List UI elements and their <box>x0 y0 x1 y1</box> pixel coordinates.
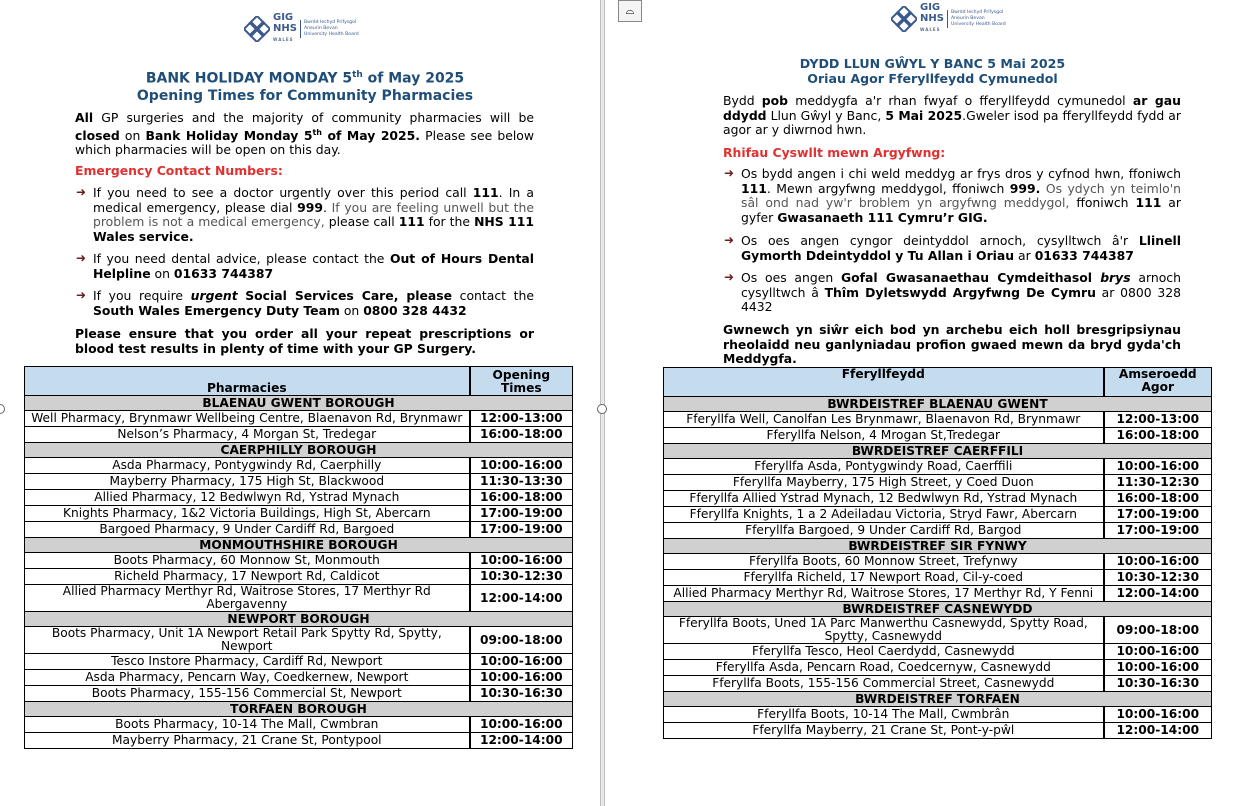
opening-time: 10:00-16:00 <box>470 654 573 670</box>
emergency-heading: Emergency Contact Numbers: <box>75 163 283 178</box>
table-row <box>25 427 573 443</box>
table-row <box>25 569 573 585</box>
pharmacy-name: Fferyllfa Mayberry, 175 High Street, y Coed Duon <box>664 475 1104 491</box>
pharmacy-name: Knights Pharmacy, 1&2 Victoria Buildings, High St, Abercarn <box>25 506 470 522</box>
resize-handle[interactable] <box>597 404 607 414</box>
pharmacy-name: Fferyllfa Bargoed, 9 Under Cardiff Rd, Bargod <box>664 523 1104 539</box>
pharmacy-name: Fferyllfa Nelson, 4 Mrogan St,Tredegar <box>664 428 1104 444</box>
opening-time: 17:00-19:00 <box>1104 507 1212 523</box>
welsh-page <box>604 0 1259 806</box>
opening-time: 16:00-18:00 <box>1104 428 1212 444</box>
pharmacy-name: Fferyllfa Richeld, 17 Newport Road, Cil-y-coed <box>664 570 1104 586</box>
nhs-logo <box>891 2 1006 35</box>
pharmacy-name: Fferyllfa Knights, 1 a 2 Adeiladau Victoria, Stryd Fawr, Abercarn <box>664 507 1104 523</box>
bullet-doctor: ➜ If you need to see a doctor urgently over this period call 111. In a medical emergency, please dial 999. If you are feeling unwell but the problem is not a medical emergency, please call 111 for the NHS 111 Wales service. <box>76 185 535 244</box>
table-row <box>25 411 573 427</box>
pharmacy-name: Boots Pharmacy, 155-156 Commercial St, Newport <box>25 686 470 702</box>
pharmacy-table <box>24 366 573 749</box>
opening-time: 10:00-16:00 <box>470 458 573 474</box>
opening-time: 12:00-14:00 <box>1104 723 1212 739</box>
opening-time: 10:30-12:30 <box>470 569 573 585</box>
table-row <box>664 428 1212 444</box>
section-heading: CAERPHILLY BOROUGH <box>25 443 573 458</box>
section-heading: BWRDEISTREF BLAENAU GWENT <box>664 397 1212 412</box>
table-row <box>664 491 1212 507</box>
opening-time: 10:00-16:00 <box>470 670 573 686</box>
pharmacy-name: Boots Pharmacy, 60 Monnow St, Monmouth <box>25 553 470 569</box>
section-row <box>664 444 1212 459</box>
table-row <box>25 717 573 733</box>
table-row <box>664 507 1212 523</box>
pharmacy-name: Tesco Instore Pharmacy, Cardiff Rd, Newport <box>25 654 470 670</box>
reminder: Please ensure that you order all your repeat prescriptions or blood test results in plenty of time with your GP Surgery. <box>75 326 534 356</box>
opening-time: 16:00-18:00 <box>470 427 573 443</box>
arrow-bullet-icon: ➜ <box>724 270 735 284</box>
pharmacy-name: Fferyllfa Mayberry, 21 Crane St, Pont-y-pŵl <box>664 723 1104 739</box>
emergency-heading: Rhifau Cyswllt mewn Argyfwng: <box>723 145 946 160</box>
table-row <box>25 522 573 538</box>
table-row <box>664 586 1212 602</box>
title-line2: Opening Times for Community Pharmacies <box>136 87 474 104</box>
opening-time: 16:00-18:00 <box>1104 491 1212 507</box>
table-row <box>25 474 573 490</box>
image-tool-button[interactable] <box>618 0 642 22</box>
opening-time: 11:30-12:30 <box>1104 475 1212 491</box>
pharmacy-name: Nelson’s Pharmacy, 4 Morgan St, Tredegar <box>25 427 470 443</box>
table-row <box>664 475 1212 491</box>
opening-time: 10:30-16:30 <box>1104 676 1212 692</box>
table-row <box>25 627 573 654</box>
table-row <box>664 707 1212 723</box>
pharmacy-name: Fferyllfa Asda, Pontygwindy Road, Caerffili <box>664 459 1104 475</box>
pharmacy-name: Fferyllfa Boots, 60 Monnow Street, Trefynwy <box>664 554 1104 570</box>
col-header-pharmacies: Pharmacies <box>25 367 470 396</box>
col-header-times: Opening Times <box>470 367 573 396</box>
table-row <box>664 644 1212 660</box>
logo-gig: GIG <box>273 12 294 23</box>
title-line1: DYDD LLUN GŴYL Y BANC 5 Mai 2025 <box>799 56 1066 71</box>
opening-time: 09:00-18:00 <box>470 627 573 654</box>
section-heading: MONMOUTHSHIRE BOROUGH <box>25 538 573 553</box>
section-row <box>664 602 1212 617</box>
pharmacy-name: Allied Pharmacy Merthyr Rd, Waitrose Stores, 17 Merthyr Rd, Y Fenni <box>664 586 1104 602</box>
intro-paragraph: Bydd pob meddygfa a'r rhan fwyaf o fferyllfeydd cymunedol ar gau ddydd Llun Gŵyl y Banc, 5 Mai 2025.Gweler isod pa fferyllfeydd fydd ar agor ar y diwrnod hwn. <box>723 93 1181 137</box>
pharmacy-name: Fferyllfa Boots, Uned 1A Parc Manwerthu Casnewydd, Spytty Road, Spytty, Casnewydd <box>664 617 1104 644</box>
opening-time: 12:00-14:00 <box>470 585 573 612</box>
table-row <box>664 676 1212 692</box>
image-tool-icon: ⌓ <box>625 4 635 17</box>
opening-time: 10:00-16:00 <box>1104 644 1212 660</box>
section-row <box>25 612 573 627</box>
reminder: Gwnewch yn siŵr eich bod yn archebu eich holl bresgripsiynau rheolaidd neu ganlyniadau profion gwaed mewn da bryd gyda'ch Meddygfa. <box>723 322 1181 366</box>
opening-time: 10:00-16:00 <box>1104 707 1212 723</box>
opening-time: 17:00-19:00 <box>470 522 573 538</box>
pharmacy-name: Fferyllfa Asda, Pencarn Road, Coedcernyw, Casnewydd <box>664 660 1104 676</box>
table-row <box>664 412 1212 428</box>
section-row <box>25 702 573 717</box>
table-row <box>664 523 1212 539</box>
section-row <box>664 539 1212 554</box>
opening-time: 12:00-13:00 <box>470 411 573 427</box>
celtic-knot-icon <box>244 16 270 42</box>
logo-nhs: NHS <box>273 23 297 34</box>
page-title <box>705 56 1160 86</box>
english-page <box>0 0 601 806</box>
title-line1: BANK HOLIDAY MONDAY 5th of May 2025 <box>145 70 465 87</box>
table-row <box>25 553 573 569</box>
celtic-knot-icon <box>891 6 917 32</box>
section-heading: BLAENAU GWENT BOROUGH <box>25 396 573 411</box>
opening-time: 17:00-19:00 <box>1104 523 1212 539</box>
section-heading: BWRDEISTREF CASNEWYDD <box>664 602 1212 617</box>
opening-time: 10:30-16:30 <box>470 686 573 702</box>
table-row <box>664 570 1212 586</box>
pharmacy-name: Allied Pharmacy, 12 Bedwlwyn Rd, Ystrad Mynach <box>25 490 470 506</box>
section-heading: TORFAEN BOROUGH <box>25 702 573 717</box>
pharmacy-name: Well Pharmacy, Brynmawr Wellbeing Centre, Blaenavon Rd, Brynmawr <box>25 411 470 427</box>
pharmacy-name: Boots Pharmacy, Unit 1A Newport Retail Park Spytty Rd, Spytty, Newport <box>25 627 470 654</box>
opening-time: 10:00-16:00 <box>1104 554 1212 570</box>
arrow-bullet-icon: ➜ <box>724 233 735 247</box>
intro-paragraph: All GP surgeries and the majority of community pharmacies will be closed on Bank Holiday Monday 5th of May 2025. Please see below which pharmacies will be open on this day. <box>75 110 535 158</box>
opening-time: 12:00-14:00 <box>1104 586 1212 602</box>
opening-time: 17:00-19:00 <box>470 506 573 522</box>
table-row <box>664 554 1212 570</box>
pharmacy-name: Allied Pharmacy Merthyr Rd, Waitrose Stores, 17 Merthyr Rd Abergavenny <box>25 585 470 612</box>
opening-time: 12:00-14:00 <box>470 733 573 749</box>
opening-time: 10:30-12:30 <box>1104 570 1212 586</box>
nhs-logo <box>244 12 359 45</box>
table-row <box>664 617 1212 644</box>
pharmacy-name: Bargoed Pharmacy, 9 Under Cardiff Rd, Bargoed <box>25 522 470 538</box>
pharmacy-name: Fferyllfa Well, Canolfan Les Brynmawr, Blaenavon Rd, Brynmawr <box>664 412 1104 428</box>
arrow-bullet-icon: ➜ <box>724 166 735 180</box>
logo-wales: WALES <box>920 27 941 32</box>
section-heading: BWRDEISTREF TORFAEN <box>664 692 1212 707</box>
table-row <box>25 490 573 506</box>
table-row <box>664 459 1212 475</box>
table-row <box>25 506 573 522</box>
logo-gig: GIG <box>920 2 941 13</box>
table-row <box>25 670 573 686</box>
pharmacy-name: Asda Pharmacy, Pencarn Way, Coedkernew, Newport <box>25 670 470 686</box>
section-row <box>664 692 1212 707</box>
opening-time: 10:00-16:00 <box>470 717 573 733</box>
logo-wales: WALES <box>273 37 294 42</box>
arrow-bullet-icon: ➜ <box>76 185 87 199</box>
page-title <box>60 67 550 105</box>
bullet-dental: ➜ If you need dental advice, please contact the Out of Hours Dental Helpline on 01633 744387 <box>76 251 535 281</box>
pharmacy-name: Mayberry Pharmacy, 175 High St, Blackwood <box>25 474 470 490</box>
pharmacy-table <box>663 367 1212 739</box>
section-heading: BWRDEISTREF CAERFFILI <box>664 444 1212 459</box>
section-row <box>25 443 573 458</box>
table-row <box>25 585 573 612</box>
table-row <box>664 660 1212 676</box>
table-row <box>25 654 573 670</box>
opening-time: 10:00-16:00 <box>1104 459 1212 475</box>
pharmacy-name: Fferyllfa Allied Ystrad Mynach, 12 Bedwlwyn Rd, Ystrad Mynach <box>664 491 1104 507</box>
pharmacy-name: Fferyllfa Tesco, Heol Caerdydd, Casnewydd <box>664 644 1104 660</box>
section-heading: NEWPORT BOROUGH <box>25 612 573 627</box>
arrow-bullet-icon: ➜ <box>76 288 87 302</box>
bullet-dental: ➜ Os oes angen cyngor deintyddol arnoch, cysylltwch â'r Llinell Gymorth Ddeintyddol y Tu Allan i Oriau ar 01633 744387 <box>724 233 1181 263</box>
opening-time: 09:00-18:00 <box>1104 617 1212 644</box>
table-row <box>664 723 1212 739</box>
section-row <box>25 538 573 553</box>
title-line2: Oriau Agor Fferyllfeydd Cymunedol <box>807 71 1058 86</box>
pharmacy-name: Fferyllfa Boots, 155-156 Commercial Street, Casnewydd <box>664 676 1104 692</box>
pharmacy-name: Boots Pharmacy, 10-14 The Mall, Cwmbran <box>25 717 470 733</box>
col-header-pharmacies: Fferyllfeydd <box>664 368 1104 397</box>
table-row <box>25 686 573 702</box>
bullet-social: ➜ Os oes angen Gofal Gwasanaethau Cymdeithasol brys arnoch cysylltwch â Thîm Dyletswydd Argyfwng De Cymru ar 0800 328 4432 <box>724 270 1182 314</box>
section-row <box>25 396 573 411</box>
opening-time: 11:30-13:30 <box>470 474 573 490</box>
pharmacy-name: Richeld Pharmacy, 17 Newport Rd, Caldicot <box>25 569 470 585</box>
table-row <box>25 733 573 749</box>
col-header-times: Amseroedd Agor <box>1104 368 1212 397</box>
opening-time: 10:00-16:00 <box>470 553 573 569</box>
arrow-bullet-icon: ➜ <box>76 251 87 265</box>
logo-org: Bwrdd Iechyd Prifysgol Aneurin Bevan University Health Board <box>300 20 359 38</box>
opening-time: 16:00-18:00 <box>470 490 573 506</box>
logo-nhs: NHS <box>920 13 944 24</box>
table-row <box>25 458 573 474</box>
bullet-doctor: ➜ Os bydd angen i chi weld meddyg ar frys dros y cyfnod hwn, ffoniwch 111. Mewn argyfwng meddygol, ffoniwch 999. Os ydych yn teimlo'n sâl ond nad yw'r broblem yn argyfwng meddygol, ffoniwch 111 ar gyfer Gwasanaeth 111 Cymru’r GIG. <box>724 166 1181 225</box>
logo-org: Bwrdd Iechyd Prifysgol Aneurin Bevan University Health Board <box>947 10 1006 28</box>
pharmacy-name: Mayberry Pharmacy, 21 Crane St, Pontypool <box>25 733 470 749</box>
section-row <box>664 397 1212 412</box>
bullet-social: ➜ If you require urgent Social Services Care, please contact the South Wales Emergency Duty Team on 0800 328 4432 <box>76 288 534 318</box>
opening-time: 12:00-13:00 <box>1104 412 1212 428</box>
pharmacy-name: Fferyllfa Boots, 10-14 The Mall, Cwmbrân <box>664 707 1104 723</box>
section-heading: BWRDEISTREF SIR FYNWY <box>664 539 1212 554</box>
pharmacy-name: Asda Pharmacy, Pontygwindy Rd, Caerphilly <box>25 458 470 474</box>
opening-time: 10:00-16:00 <box>1104 660 1212 676</box>
